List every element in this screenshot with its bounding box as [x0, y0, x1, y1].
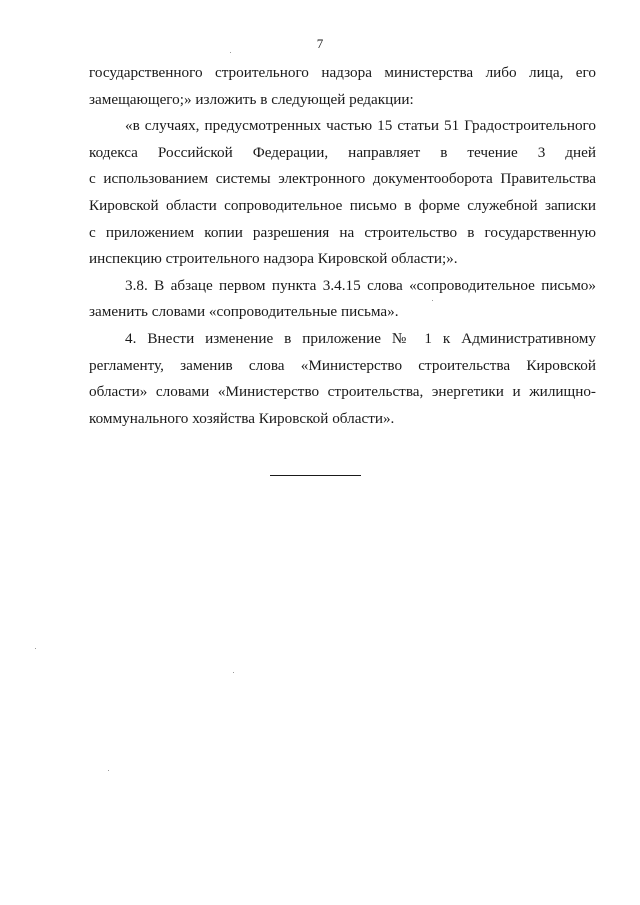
scan-speck: [108, 770, 109, 771]
text-line: кодекса Российской Федерации, направляет в течение 3 дней: [89, 143, 596, 161]
text-line: Кировской области сопроводительное письмо в форме служебной записки: [89, 196, 596, 214]
document-body: [89, 60, 596, 432]
closing-divider-line: [270, 475, 361, 476]
scan-speck: [432, 300, 433, 301]
text-line: с приложением копии разрешения на строительство в государственную: [89, 223, 596, 241]
paragraph-continuation: [89, 60, 596, 113]
text-line: 3.8. В абзаце первом пункта 3.4.15 слова «сопроводительное письмо»: [125, 276, 596, 294]
text-line: «в случаях, предусмотренных частью 15 статьи 51 Градостроительного: [125, 117, 596, 135]
text-line: заменить словами «сопроводительные письма».: [89, 303, 399, 321]
page-number: 7: [316, 36, 324, 51]
scan-speck: [233, 672, 234, 673]
paragraph-quoted-amendment: [89, 113, 596, 273]
scan-speck: [230, 52, 231, 53]
scan-speck: [35, 648, 36, 649]
text-line: 4. Внести изменение в приложение № 1 к Административному: [125, 329, 596, 347]
paragraph-item-4: [89, 326, 596, 432]
text-line: с использованием системы электронного документооборота Правительства: [89, 170, 596, 188]
paragraph-item-3-8: [89, 273, 596, 326]
text-line: регламенту, заменив слова «Министерство строительства Кировской: [89, 356, 596, 374]
text-line: инспекцию строительного надзора Кировской области;».: [89, 250, 458, 268]
text-line: государственного строительного надзора министерства либо лица, его: [89, 64, 596, 81]
text-line: замещающего;» изложить в следующей редакции:: [89, 90, 414, 108]
text-line: коммунального хозяйства Кировской области».: [89, 409, 395, 427]
text-line: области» словами «Министерство строительства, энергетики и жилищно-: [89, 383, 596, 401]
